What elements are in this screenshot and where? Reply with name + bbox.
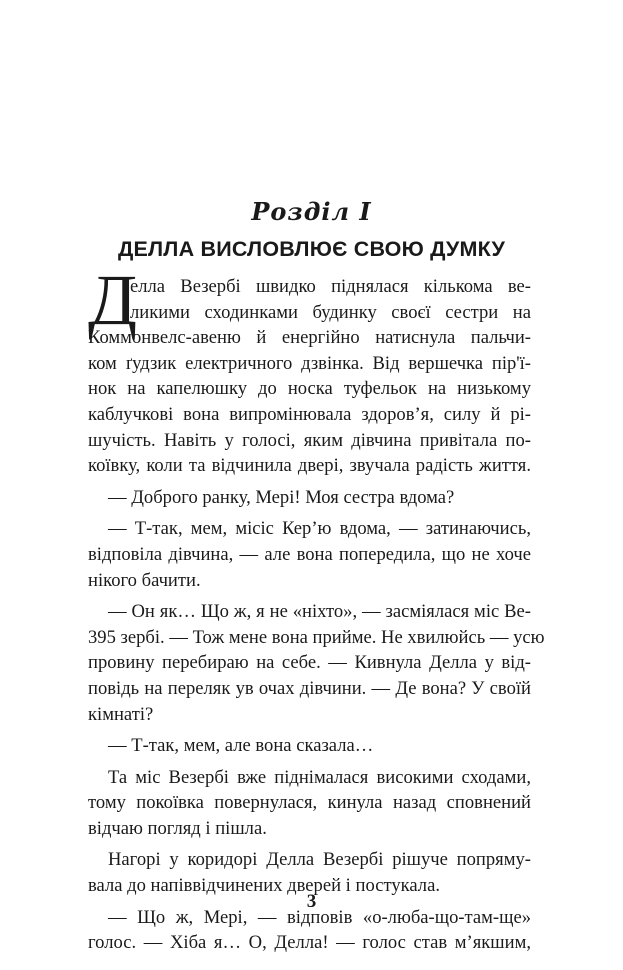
text-line: 395 зербі. — Тож мене вона прийме. Не хвилюйсь — усю <box>88 626 545 648</box>
text-line: відчаю погляд і пішла. <box>88 817 267 839</box>
text-line: Коммонвелс-авеню й енергійно натиснула пальчи- <box>88 327 531 349</box>
paragraph <box>88 765 531 842</box>
text-line: тому покоївка повернулася, кинула назад сповнений <box>88 792 531 814</box>
text-line: ликими сходинками будинку своєї сестри на <box>130 301 531 323</box>
chapter-title: ДЕЛЛА ВИСЛОВЛЮЄ СВОЮ ДУМКУ <box>117 237 506 261</box>
text-line: елла Везербі швидко піднялася кількома ве- <box>130 276 531 297</box>
text-line: каблучкові вона випромінювала здоров’я, силу й рі- <box>88 403 531 425</box>
text-line: коївку, коли та відчинила двері, звучала радість життя. <box>88 455 531 477</box>
page-number: 3 <box>306 891 317 912</box>
text-line: — Що ж, Мері, — відповів «о-люба-що-там-ще» <box>108 906 531 928</box>
text-line: ком ґудзик електричного дзвінка. Від вершечка пір'ї- <box>88 352 531 374</box>
drop-cap: Д <box>88 260 138 340</box>
text-line: Нагорі у коридорі Делла Везербі рішуче попряму- <box>108 849 531 871</box>
chapter-label: Розділ І <box>251 197 372 226</box>
paragraph <box>88 516 531 593</box>
text-line: провину перебираю на себе. — Кивнула Делла у від- <box>88 652 531 674</box>
text-line: нок на капелюшку до носка туфельок на низькому <box>88 378 531 400</box>
text-line: шучість. Навіть у голосі, яким дівчина привітала по- <box>88 429 531 451</box>
paragraph <box>88 485 531 511</box>
text-line: голос. — Хіба я… О, Делла! — голос став м’якшим, <box>88 932 531 954</box>
text-line: — Доброго ранку, Мері! Моя сестра вдома? <box>108 486 455 508</box>
text-line: кімнаті? <box>88 703 154 725</box>
paragraph <box>88 733 531 759</box>
text-line: — Т-так, мем, місіс Кер’ю вдома, — затинаючись, <box>108 518 531 540</box>
text-line: повідь на переляк ув очах дівчини. — Де вона? У своїй <box>88 677 531 699</box>
text-line: — Т-так, мем, але вона сказала… <box>108 735 374 757</box>
text-line: нікого бачити. <box>88 569 201 591</box>
text-line: вала до напіввідчинених дверей і постукала. <box>88 875 440 897</box>
text-line: — Он як… Що ж, я не «ніхто», — засміялася міс Ве- <box>108 601 531 623</box>
body-text <box>88 274 545 962</box>
paragraph <box>88 599 545 727</box>
text-line: Та міс Везербі вже піднімалася високими сходами, <box>108 766 531 788</box>
text-line: відповіла дівчина, — але вона попередила, що не хоче <box>88 543 531 565</box>
paragraph <box>88 274 531 479</box>
